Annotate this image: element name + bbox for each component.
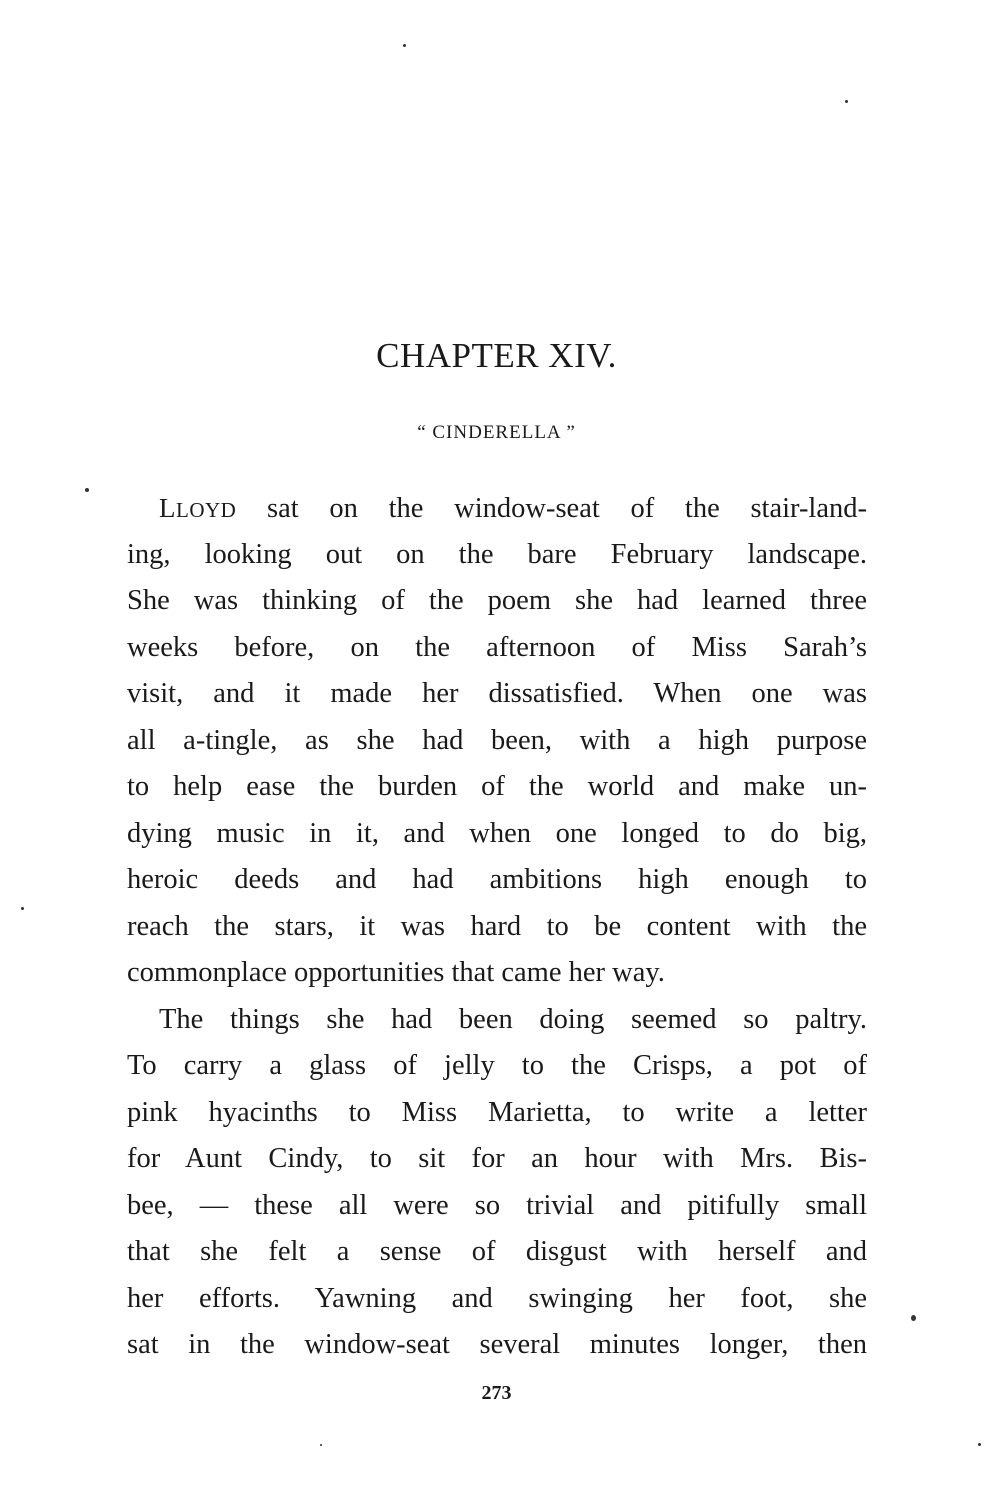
text-line: The things she had been doing seemed so paltry. [159,1003,867,1035]
chapter-title: CHAPTER XIV. [376,336,617,375]
text-line: bee, — these all were so trivial and pitifully small [127,1189,867,1221]
scan-speck [978,1443,981,1446]
scan-speck [403,44,406,47]
lead-word: LLOYD [159,493,237,523]
scan-speck [21,907,24,910]
scan-speck [845,100,848,103]
chapter-subtitle: “ CINDERELLA ” [417,422,576,443]
text-line: commonplace opportunities that came her way. [127,957,665,988]
body-text [127,485,867,1369]
text-line: LLOYD sat on the window-seat of the stair-land- [159,493,867,524]
text-line: her efforts. Yawning and swinging her foot, she [127,1282,867,1314]
scan-speck [320,1444,322,1446]
page-number: 273 [481,1382,512,1404]
text-line: dying music in it, and when one longed to do big, [127,817,867,849]
scan-speck [85,488,89,492]
text-line: heroic deeds and had ambitions high enough to [127,864,867,895]
text-line: sat in the window-seat several minutes longer, then [127,1329,867,1360]
text-line: She was thinking of the poem she had learned three [127,585,867,616]
text-line: reach the stars, it was hard to be content with the [127,910,867,942]
scan-speck [911,1315,916,1321]
text-line: all a-tingle, as she had been, with a high purpose [127,724,867,756]
text-line: that she felt a sense of disgust with herself and [127,1236,867,1267]
text-line: to help ease the burden of the world and make un- [127,771,867,802]
text-line: visit, and it made her dissatisfied. When one was [127,678,867,709]
text-line: pink hyacinths to Miss Marietta, to write a letter [127,1096,867,1128]
text-line: To carry a glass of jelly to the Crisps, a pot of [127,1050,867,1081]
text-line: ing, looking out on the bare February landscape. [127,538,867,570]
text-line: for Aunt Cindy, to sit for an hour with Mrs. Bis- [127,1143,867,1174]
text-line: weeks before, on the afternoon of Miss Sarah’s [127,631,867,663]
